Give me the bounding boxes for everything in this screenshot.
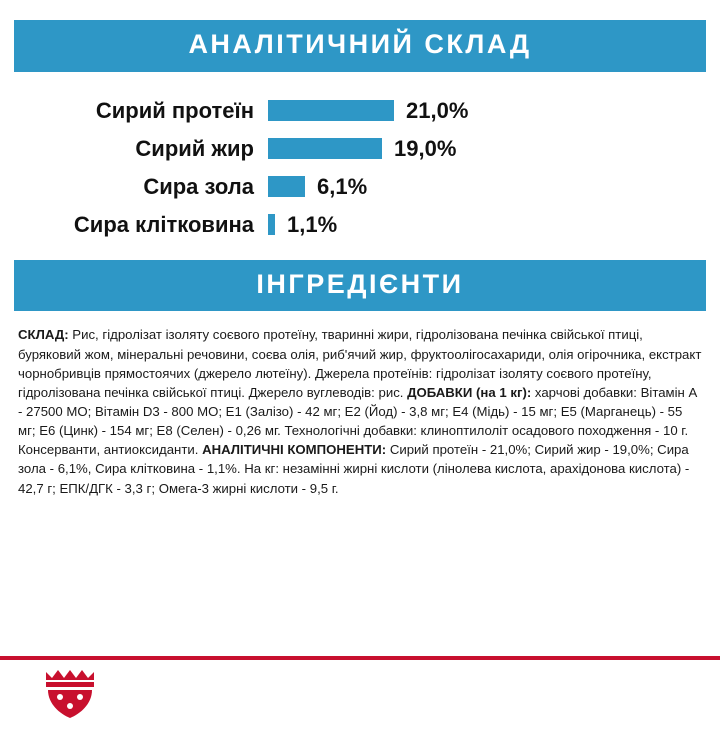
chart-bar-wrap <box>268 136 456 162</box>
chart-category-label: Сира зола <box>143 173 254 199</box>
chart-value-label: 19,0% <box>394 135 457 161</box>
chart-bar-wrap <box>268 174 367 200</box>
ingredients-text-part-1: Рис, гідролізат ізоляту соєвого протеїну, тваринні жири, гідролізована печінка свійської птиці, буряковий жом, мінеральні речовини, соєва олія, риб'ячий жир, фруктоолігосахариди, олія огірочника, екстракт чорнобривців прямостоячих (джерело лютеїну). Джерела протеїнів: гідролізат ізоляту соєвого протеїну, гідролізована печінка свійської птиці. Джерело вуглеводів: рис. <box>18 327 702 400</box>
royal-canin-crown-logo <box>42 670 104 722</box>
ingredients-text-part-3: Сирий протеїн - 21,0%; Сирий жир - 19,0%; Сира зола - 6,1%, Сира клітковина - 1,1%. На кг: незамінні жирні кислоти (лінолева кислота, арахідонова кислота) - 42,7 г; ЕПК/ДГК - 3,3 г; Омега-3 жирні кислоти - 9,5 г. <box>18 442 690 496</box>
chart-bar <box>268 176 305 197</box>
chart-bar-wrap <box>268 98 468 124</box>
analytical-components-label: АНАЛІТИЧНІ КОМПОНЕНТИ: <box>202 442 387 458</box>
footer-divider <box>0 656 720 660</box>
chart-bar <box>268 100 394 121</box>
ingredients-header: ІНГРЕДІЄНТИ <box>14 260 706 312</box>
chart-row <box>14 168 706 206</box>
chart-row <box>14 206 706 244</box>
chart-bar <box>268 138 382 159</box>
additives-label: ДОБАВКИ (на 1 кг): <box>407 384 532 400</box>
chart-value-label: 21,0% <box>406 97 469 123</box>
analytical-composition-header: АНАЛІТИЧНИЙ СКЛАД <box>14 20 706 72</box>
analytical-composition-chart <box>14 72 706 260</box>
chart-bar-wrap <box>268 212 337 238</box>
chart-category-label: Сирий протеїн <box>95 97 254 123</box>
chart-row <box>14 130 706 168</box>
nutrition-label-page <box>0 20 720 740</box>
chart-category-label: Сирий жир <box>135 135 254 161</box>
ingredients-text-part-2: харчові добавки: Вітамін А - 27500 МО; Вітамін D3 - 800 МО; Е1 (Залізо) - 42 мг; Е2 (Йод) - 3,8 мг; Е4 (Мідь) - 15 мг; Е5 (Марганець) - 55 мг; Е6 (Цинк) - 154 мг; Е8 (Селен) - 0,26 мг. Технологічні добавки: клиноптилоліт осадового походження - 10 г. Консерванти, антиоксиданти. <box>18 384 698 458</box>
ingredients-text <box>18 325 702 497</box>
chart-value-label: 6,1% <box>317 173 368 199</box>
ingredients-lead-label: СКЛАД: <box>18 327 69 343</box>
chart-row <box>14 92 706 130</box>
chart-bar <box>268 214 275 235</box>
chart-category-label: Сира клітковина <box>73 211 254 237</box>
chart-value-label: 1,1% <box>287 211 338 237</box>
